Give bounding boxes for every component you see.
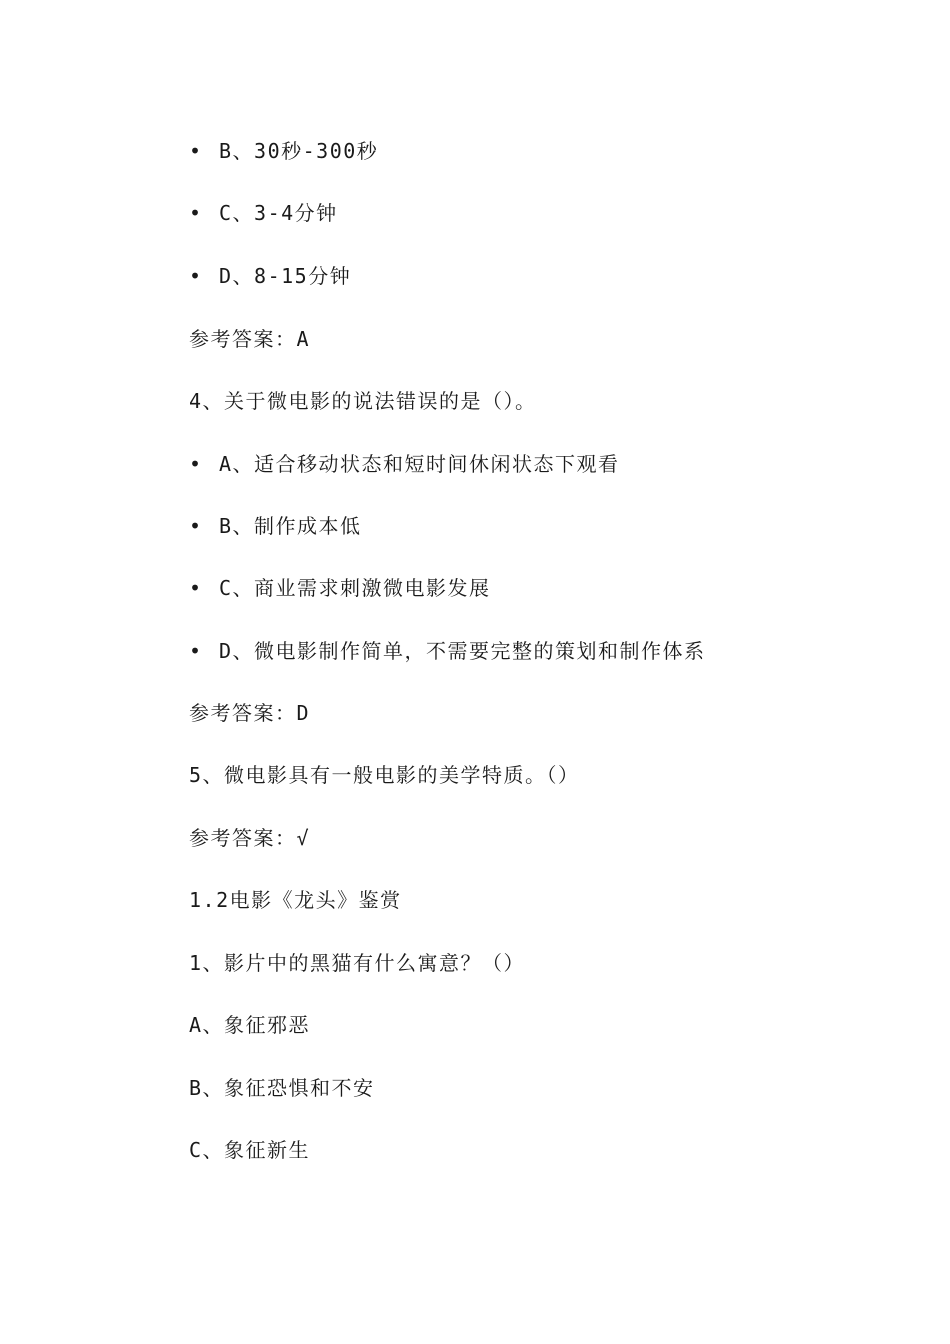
bullet-icon: • (189, 139, 203, 163)
option-text: B、30秒-300秒 (219, 139, 379, 163)
option-line: B、象征恐惧和不安 (189, 1076, 375, 1100)
question-line: 5、微电影具有一般电影的美学特质。（） (189, 763, 580, 787)
option-text: D、微电影制作简单，不需要完整的策划和制作体系 (219, 639, 706, 663)
bullet-icon: • (189, 264, 203, 288)
question-line: 1、影片中的黑猫有什么寓意？（） (189, 951, 526, 975)
option-text: B、制作成本低 (219, 514, 362, 538)
option-text: C、3-4分钟 (219, 201, 338, 225)
answer-line: 参考答案：√ (189, 826, 311, 850)
bullet-icon: • (189, 514, 203, 538)
bullet-icon: • (189, 201, 203, 225)
option-line (189, 199, 338, 227)
option-line (189, 574, 491, 602)
section-heading: 1.2电影《龙头》鉴赏 (189, 888, 402, 912)
answer-line: 参考答案：A (189, 327, 311, 351)
option-line (189, 450, 620, 478)
option-text: C、商业需求刺激微电影发展 (219, 576, 491, 600)
bullet-icon: • (189, 576, 203, 600)
answer-line: 参考答案：D (189, 701, 311, 725)
bullet-icon: • (189, 639, 203, 663)
option-line: C、象征新生 (189, 1138, 311, 1162)
option-line (189, 512, 362, 540)
bullet-icon: • (189, 452, 203, 476)
question-line: 4、关于微电影的说法错误的是（）。 (189, 389, 537, 413)
option-line: A、象征邪恶 (189, 1013, 311, 1037)
option-text: D、8-15分钟 (219, 264, 352, 288)
option-line (189, 137, 378, 165)
option-line (189, 637, 706, 665)
option-text: A、适合移动状态和短时间休闲状态下观看 (219, 452, 620, 476)
option-line (189, 262, 351, 290)
